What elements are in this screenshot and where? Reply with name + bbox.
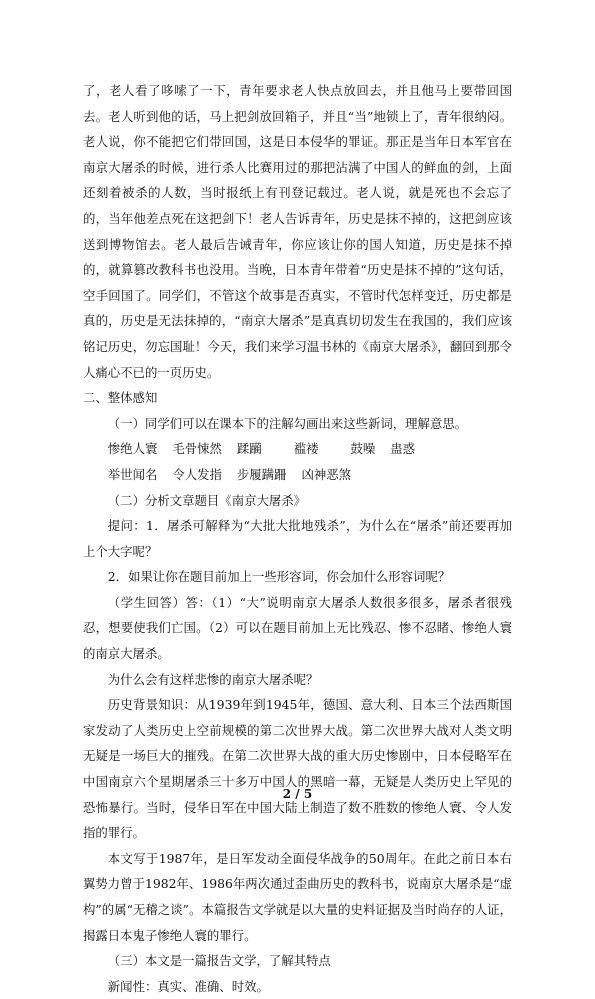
page-number: 2 / 5: [282, 787, 313, 801]
subheading-new-words: （一）同学们可以在课本下的注解勾画出来这些新词，理解意思。: [107, 415, 468, 431]
vocab-word: 令人发指: [172, 466, 222, 482]
why-question: 为什么会有这样悲惨的南京大屠杀呢？: [107, 671, 319, 687]
writing-context: 本文写于1987年，是日军发动全面侵华战争的50周年。在此之前日本右翼势力曾于1982年、1986年两次通过歪曲历史的教科书，说南京大屠杀是“虚构”的属“无稽之谈”。本篇报告文学就是以大量的史料证据及当时尚存的人证，揭露日本鬼子惨绝人寰的罪行。: [83, 850, 512, 943]
vocab-word: 惨绝人寰: [107, 441, 158, 457]
vocab-word: 凶神恶煞: [301, 466, 352, 482]
vocab-row-2: [83, 462, 512, 488]
question-1: 提问：1．屠杀可解释为“大批大批地残杀”，为什么在“屠杀”前还要再加上个大字呢？: [83, 518, 512, 559]
vocab-word: 褴褛: [293, 441, 319, 457]
student-answer: （学生回答）答：（1）“大”说明南京大屠杀人数很多很多，屠杀者很残忍，想要使我们亡国。（2）可以在题目前加上无比残忍、惨不忍睹、惨绝人寰的南京大屠杀。: [83, 594, 512, 662]
story-paragraph: 了，老人看了哆嗦了一下，青年要求老人快点放回去，并且他马上要带回国去。老人听到他的话，马上把剑放回箱子，并且“当”地锁上了，青年很纳闷。老人说，你不能把它们带回国，这是日本侵华的罪证。那正是当年日本军官在南京大屠杀的时候，进行杀人比赛用过的那把沾满了中国人的鲜血的剑，上面还刻着被杀的人数，当时报纸上有刊登记载过。老人说，就是死也不会忘了的，当年他差点死在这把剑下！老人告诉青年，历史是抹不掉的，这把剑应该送到博物馆去。老人最后告诫青年，你应该让你的国人知道，历史是抹不掉的，就算篡改教科书也没用。当晚，日本青年带着“历史是抹不掉的”这句话，空手回国了。同学们，不管这个故事是否真实，不管时代怎样变迁，历史都是真的，历史是无法抹掉的，“南京大屠杀”是真真切切发生在我国的，我们应该铭记历史，勿忘国耻！今天，我们来学习温书林的《南京大屠杀》，翻回到那令人痛心不已的一页历史。: [83, 83, 512, 380]
question-2: 2．如果让你在题目前加上一些形容词，你会加什么形容词呢？: [107, 569, 451, 585]
subheading-report-literature: （三）本文是一篇报告文学，了解其特点: [107, 953, 331, 969]
vocab-word: 蹂躏: [236, 441, 262, 457]
section-heading-overall: 二、整体感知: [83, 390, 158, 406]
vocab-word: 举世闻名: [107, 466, 158, 482]
vocab-word: 毛骨悚然: [172, 441, 222, 457]
history-background: 历史背景知识：从1939年到1945年，德国、意大利、日本三个法西斯国家发动了人类历史上空前规模的第二次世界大战。第二次世界大战对人类文明无疑是一场巨大的摧残。在第二次世界大战的重大历史惨剧中，日本侵略军在中国南京六个星期屠杀三十多万中国人的黑暗一幕，无疑是人类历史上罕见的恐怖暴行。当时，侵华日军在中国大陆上制造了数不胜数的惨绝人寰、令人发指的罪行。: [83, 697, 512, 841]
vocab-word: 鼓噪: [350, 441, 376, 457]
subheading-title-analysis: （二）分析文章题目《南京大屠杀》: [107, 492, 307, 508]
vocab-row-1: [83, 436, 512, 462]
news-feature: 新闻性：真实、准确、时效。: [107, 978, 269, 994]
vocab-word: 蛊惑: [390, 441, 416, 457]
vocab-word: 步履蹒跚: [236, 466, 287, 482]
